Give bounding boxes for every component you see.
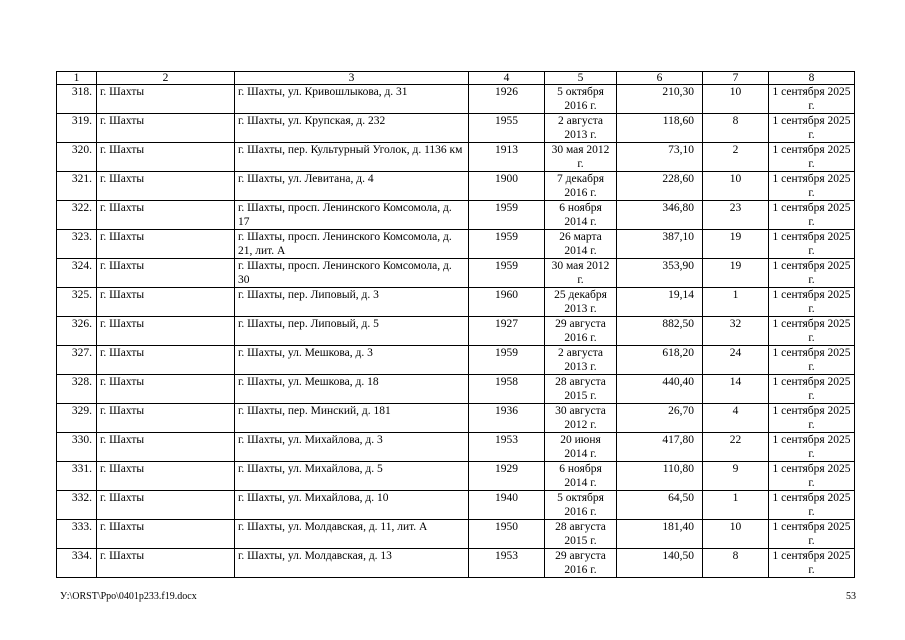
- area-cell: 618,20: [617, 346, 703, 375]
- date-cell: 26 марта 2014 г.: [545, 230, 617, 259]
- count-cell: 8: [703, 549, 769, 578]
- data-table: [56, 71, 855, 578]
- term-cell: 1 сентября 2025 г.: [769, 317, 855, 346]
- address-cell: г. Шахты, ул. Михайлова, д. 10: [235, 491, 469, 520]
- date-cell: 30 мая 2012 г.: [545, 143, 617, 172]
- address-cell: г. Шахты, ул. Мешкова, д. 3: [235, 346, 469, 375]
- area-cell: 228,60: [617, 172, 703, 201]
- column-header: 3: [235, 72, 469, 85]
- city-cell: г. Шахты: [97, 433, 235, 462]
- count-cell: 23: [703, 201, 769, 230]
- table-row: [57, 288, 855, 317]
- count-cell: 10: [703, 85, 769, 114]
- term-cell: 1 сентября 2025 г.: [769, 143, 855, 172]
- address-cell: г. Шахты, ул. Михайлова, д. 5: [235, 462, 469, 491]
- year-cell: 1929: [469, 462, 545, 491]
- address-cell: г. Шахты, пер. Минский, д. 181: [235, 404, 469, 433]
- row-number: 326.: [57, 317, 97, 346]
- count-cell: 8: [703, 114, 769, 143]
- date-cell: 30 мая 2012 г.: [545, 259, 617, 288]
- year-cell: 1950: [469, 520, 545, 549]
- count-cell: 24: [703, 346, 769, 375]
- table-row: [57, 317, 855, 346]
- city-cell: г. Шахты: [97, 375, 235, 404]
- date-cell: 29 августа 2016 г.: [545, 549, 617, 578]
- column-header: 5: [545, 72, 617, 85]
- year-cell: 1926: [469, 85, 545, 114]
- footer-file-path: У:\ORST\Ppo\0401p233.f19.docx: [60, 591, 197, 602]
- row-number: 324.: [57, 259, 97, 288]
- term-cell: 1 сентября 2025 г.: [769, 85, 855, 114]
- year-cell: 1913: [469, 143, 545, 172]
- table-row: [57, 259, 855, 288]
- column-header: 7: [703, 72, 769, 85]
- city-cell: г. Шахты: [97, 230, 235, 259]
- address-cell: г. Шахты, пер. Культурный Уголок, д. 1136 км: [235, 143, 469, 172]
- area-cell: 387,10: [617, 230, 703, 259]
- year-cell: 1927: [469, 317, 545, 346]
- row-number: 328.: [57, 375, 97, 404]
- city-cell: г. Шахты: [97, 491, 235, 520]
- area-cell: 353,90: [617, 259, 703, 288]
- row-number: 331.: [57, 462, 97, 491]
- table-row: [57, 433, 855, 462]
- term-cell: 1 сентября 2025 г.: [769, 491, 855, 520]
- term-cell: 1 сентября 2025 г.: [769, 462, 855, 491]
- count-cell: 2: [703, 143, 769, 172]
- table-row: [57, 143, 855, 172]
- term-cell: 1 сентября 2025 г.: [769, 404, 855, 433]
- count-cell: 10: [703, 172, 769, 201]
- column-header: 1: [57, 72, 97, 85]
- year-cell: 1900: [469, 172, 545, 201]
- page-number: 53: [846, 591, 856, 602]
- term-cell: 1 сентября 2025 г.: [769, 259, 855, 288]
- city-cell: г. Шахты: [97, 549, 235, 578]
- date-cell: 5 октября 2016 г.: [545, 491, 617, 520]
- count-cell: 9: [703, 462, 769, 491]
- count-cell: 1: [703, 491, 769, 520]
- row-number: 325.: [57, 288, 97, 317]
- date-cell: 7 декабря 2016 г.: [545, 172, 617, 201]
- area-cell: 110,80: [617, 462, 703, 491]
- city-cell: г. Шахты: [97, 288, 235, 317]
- row-number: 321.: [57, 172, 97, 201]
- table-row: [57, 462, 855, 491]
- address-cell: г. Шахты, ул. Михайлова, д. 3: [235, 433, 469, 462]
- row-number: 318.: [57, 85, 97, 114]
- term-cell: 1 сентября 2025 г.: [769, 201, 855, 230]
- city-cell: г. Шахты: [97, 259, 235, 288]
- column-header: 6: [617, 72, 703, 85]
- city-cell: г. Шахты: [97, 143, 235, 172]
- address-cell: г. Шахты, просп. Ленинского Комсомола, д. 21, лит. А: [235, 230, 469, 259]
- city-cell: г. Шахты: [97, 404, 235, 433]
- column-header: 4: [469, 72, 545, 85]
- area-cell: 440,40: [617, 375, 703, 404]
- count-cell: 4: [703, 404, 769, 433]
- area-cell: 118,60: [617, 114, 703, 143]
- area-cell: 26,70: [617, 404, 703, 433]
- city-cell: г. Шахты: [97, 520, 235, 549]
- year-cell: 1940: [469, 491, 545, 520]
- year-cell: 1953: [469, 549, 545, 578]
- count-cell: 1: [703, 288, 769, 317]
- date-cell: 2 августа 2013 г.: [545, 346, 617, 375]
- table-row: [57, 549, 855, 578]
- term-cell: 1 сентября 2025 г.: [769, 172, 855, 201]
- year-cell: 1959: [469, 230, 545, 259]
- city-cell: г. Шахты: [97, 462, 235, 491]
- area-cell: 181,40: [617, 520, 703, 549]
- address-cell: г. Шахты, ул. Молдавская, д. 13: [235, 549, 469, 578]
- address-cell: г. Шахты, пер. Липовый, д. 5: [235, 317, 469, 346]
- table-row: [57, 491, 855, 520]
- city-cell: г. Шахты: [97, 317, 235, 346]
- address-cell: г. Шахты, ул. Мешкова, д. 18: [235, 375, 469, 404]
- column-header: 2: [97, 72, 235, 85]
- table-row: [57, 201, 855, 230]
- year-cell: 1936: [469, 404, 545, 433]
- area-cell: 64,50: [617, 491, 703, 520]
- city-cell: г. Шахты: [97, 114, 235, 143]
- term-cell: 1 сентября 2025 г.: [769, 288, 855, 317]
- area-cell: 73,10: [617, 143, 703, 172]
- area-cell: 140,50: [617, 549, 703, 578]
- city-cell: г. Шахты: [97, 85, 235, 114]
- address-cell: г. Шахты, ул. Кривошлыкова, д. 31: [235, 85, 469, 114]
- term-cell: 1 сентября 2025 г.: [769, 346, 855, 375]
- date-cell: 2 августа 2013 г.: [545, 114, 617, 143]
- term-cell: 1 сентября 2025 г.: [769, 114, 855, 143]
- address-cell: г. Шахты, ул. Крупская, д. 232: [235, 114, 469, 143]
- row-number: 322.: [57, 201, 97, 230]
- address-cell: г. Шахты, ул. Молдавская, д. 11, лит. А: [235, 520, 469, 549]
- row-number: 320.: [57, 143, 97, 172]
- year-cell: 1953: [469, 433, 545, 462]
- table-row: [57, 520, 855, 549]
- date-cell: 6 ноября 2014 г.: [545, 462, 617, 491]
- table-row: [57, 85, 855, 114]
- term-cell: 1 сентября 2025 г.: [769, 520, 855, 549]
- count-cell: 19: [703, 230, 769, 259]
- count-cell: 32: [703, 317, 769, 346]
- row-number: 333.: [57, 520, 97, 549]
- table-row: [57, 404, 855, 433]
- term-cell: 1 сентября 2025 г.: [769, 230, 855, 259]
- row-number: 334.: [57, 549, 97, 578]
- row-number: 327.: [57, 346, 97, 375]
- year-cell: 1958: [469, 375, 545, 404]
- row-number: 323.: [57, 230, 97, 259]
- city-cell: г. Шахты: [97, 172, 235, 201]
- row-number: 319.: [57, 114, 97, 143]
- date-cell: 25 декабря 2013 г.: [545, 288, 617, 317]
- area-cell: 882,50: [617, 317, 703, 346]
- column-header: 8: [769, 72, 855, 85]
- date-cell: 29 августа 2016 г.: [545, 317, 617, 346]
- date-cell: 30 августа 2012 г.: [545, 404, 617, 433]
- area-cell: 19,14: [617, 288, 703, 317]
- date-cell: 6 ноября 2014 г.: [545, 201, 617, 230]
- address-cell: г. Шахты, просп. Ленинского Комсомола, д. 30: [235, 259, 469, 288]
- date-cell: 20 июня 2014 г.: [545, 433, 617, 462]
- date-cell: 28 августа 2015 г.: [545, 375, 617, 404]
- row-number: 332.: [57, 491, 97, 520]
- term-cell: 1 сентября 2025 г.: [769, 549, 855, 578]
- row-number: 330.: [57, 433, 97, 462]
- address-cell: г. Шахты, ул. Левитана, д. 4: [235, 172, 469, 201]
- table-row: [57, 375, 855, 404]
- year-cell: 1959: [469, 259, 545, 288]
- count-cell: 19: [703, 259, 769, 288]
- year-cell: 1959: [469, 346, 545, 375]
- area-cell: 210,30: [617, 85, 703, 114]
- address-cell: г. Шахты, просп. Ленинского Комсомола, д. 17: [235, 201, 469, 230]
- term-cell: 1 сентября 2025 г.: [769, 433, 855, 462]
- area-cell: 417,80: [617, 433, 703, 462]
- header-row: [57, 72, 855, 85]
- count-cell: 14: [703, 375, 769, 404]
- city-cell: г. Шахты: [97, 346, 235, 375]
- table-row: [57, 346, 855, 375]
- area-cell: 346,80: [617, 201, 703, 230]
- table-row: [57, 230, 855, 259]
- count-cell: 22: [703, 433, 769, 462]
- term-cell: 1 сентября 2025 г.: [769, 375, 855, 404]
- city-cell: г. Шахты: [97, 201, 235, 230]
- table-row: [57, 172, 855, 201]
- row-number: 329.: [57, 404, 97, 433]
- count-cell: 10: [703, 520, 769, 549]
- year-cell: 1960: [469, 288, 545, 317]
- table-row: [57, 114, 855, 143]
- year-cell: 1955: [469, 114, 545, 143]
- year-cell: 1959: [469, 201, 545, 230]
- address-cell: г. Шахты, пер. Липовый, д. 3: [235, 288, 469, 317]
- date-cell: 28 августа 2015 г.: [545, 520, 617, 549]
- date-cell: 5 октября 2016 г.: [545, 85, 617, 114]
